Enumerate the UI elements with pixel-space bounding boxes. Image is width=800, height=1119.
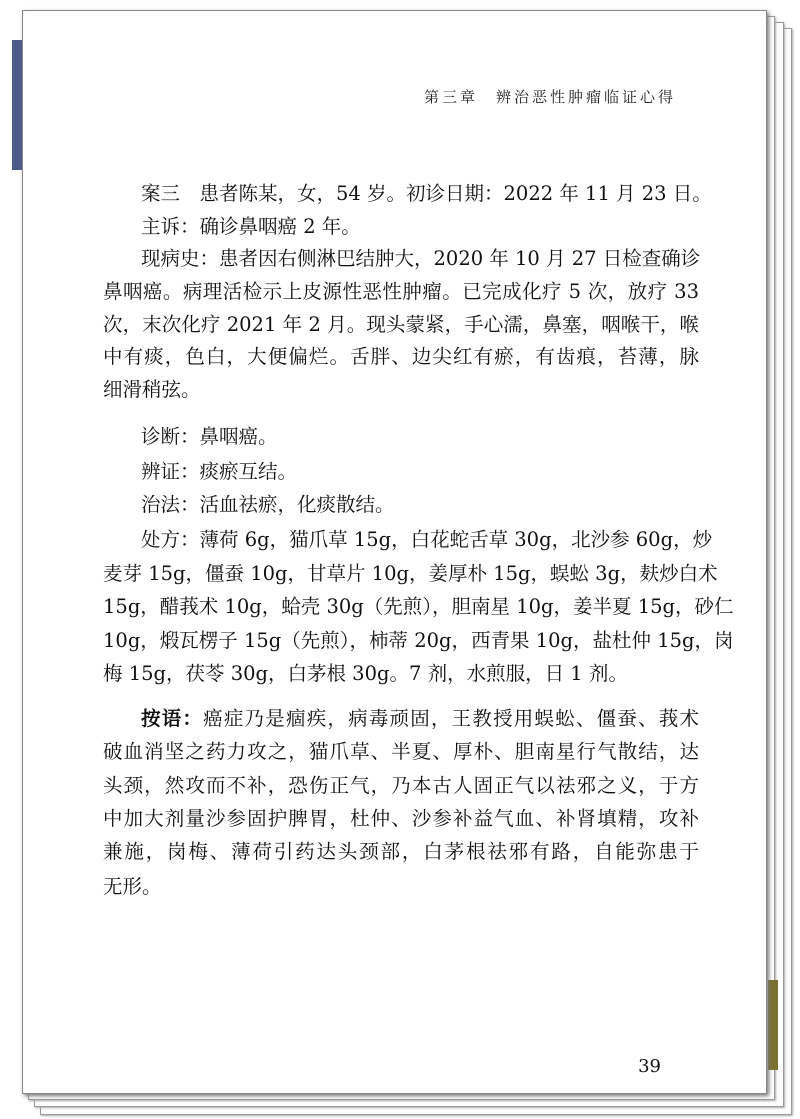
text-line: [141, 703, 699, 731]
text-line: 案三 患者陈某，女，54 岁。初诊日期：2022 年 11 月 23 日。: [141, 182, 712, 205]
text-line: 鼻咽癌。病理活检示上皮源性恶性肿瘤。已完成化疗 5 次，放疗 33: [103, 280, 699, 303]
running-header: 第三章 辨治恶性肿瘤临证心得: [423, 88, 676, 106]
text-line: 现病史：患者因右侧淋巴结肿大，2020 年 10 月 27 日检查确诊: [141, 247, 701, 270]
text-line: 处方：薄荷 6g，猫爪草 15g，白花蛇舌草 30g，北沙参 60g，炒: [141, 528, 713, 551]
text-line: 10g，煅瓦楞子 15g（先煎），柿蒂 20g，西青果 10g，盐杜仲 15g，岗: [103, 629, 734, 652]
book-page: [22, 10, 767, 1094]
text-line: 破血消坚之药力攻之，猫爪草、半夏、厚朴、胆南星行气散结，达: [103, 740, 699, 763]
text-line: 无形。: [103, 875, 162, 898]
text-line: 辨证：痰瘀互结。: [141, 460, 298, 483]
text-line: 中加大剂量沙参固护脾胃，杜仲、沙参补益气血、补肾填精，攻补: [103, 807, 699, 830]
text-line: 15g，醋莪术 10g，蛤壳 30g（先煎），胆南星 10g，姜半夏 15g，砂仁: [103, 595, 734, 618]
text-line: 次，末次化疗 2021 年 2 月。现头蒙紧，手心濡，鼻塞，咽喉干，喉: [103, 313, 699, 336]
text-line: 主诉：确诊鼻咽癌 2 年。: [141, 215, 361, 238]
cover-edge: [768, 980, 778, 1070]
text-line: 细滑稍弦。: [103, 378, 201, 401]
text-line: 麦芽 15g，僵蚕 10g，甘草片 10g，姜厚朴 15g，蜈蚣 3g，麸炒白术: [103, 562, 718, 585]
text-line: 治法：活血祛瘀，化痰散结。: [141, 493, 395, 516]
text-line: 兼施，岗梅、薄荷引药达头颈部，白茅根祛邪有路，自能弥患于: [103, 840, 699, 863]
commentary-label: 按语：: [141, 707, 204, 730]
text-line: 梅 15g，茯苓 30g，白茅根 30g。7 剂，水煎服，日 1 剂。: [103, 662, 628, 685]
line-text: 癌症乃是痼疾，病毒顽固，王教授用蜈蚣、僵蚕、莪术: [203, 707, 699, 730]
text-line: 头颈，然攻而不补，恐伤正气，乃本古人固正气以祛邪之义，于方: [103, 774, 699, 797]
text-line: 诊断：鼻咽癌。: [141, 425, 278, 448]
text-line: 中有痰，色白，大便偏烂。舌胖、边尖红有瘀，有齿痕，苔薄，脉: [103, 345, 699, 368]
page-number: 39: [638, 1056, 661, 1077]
